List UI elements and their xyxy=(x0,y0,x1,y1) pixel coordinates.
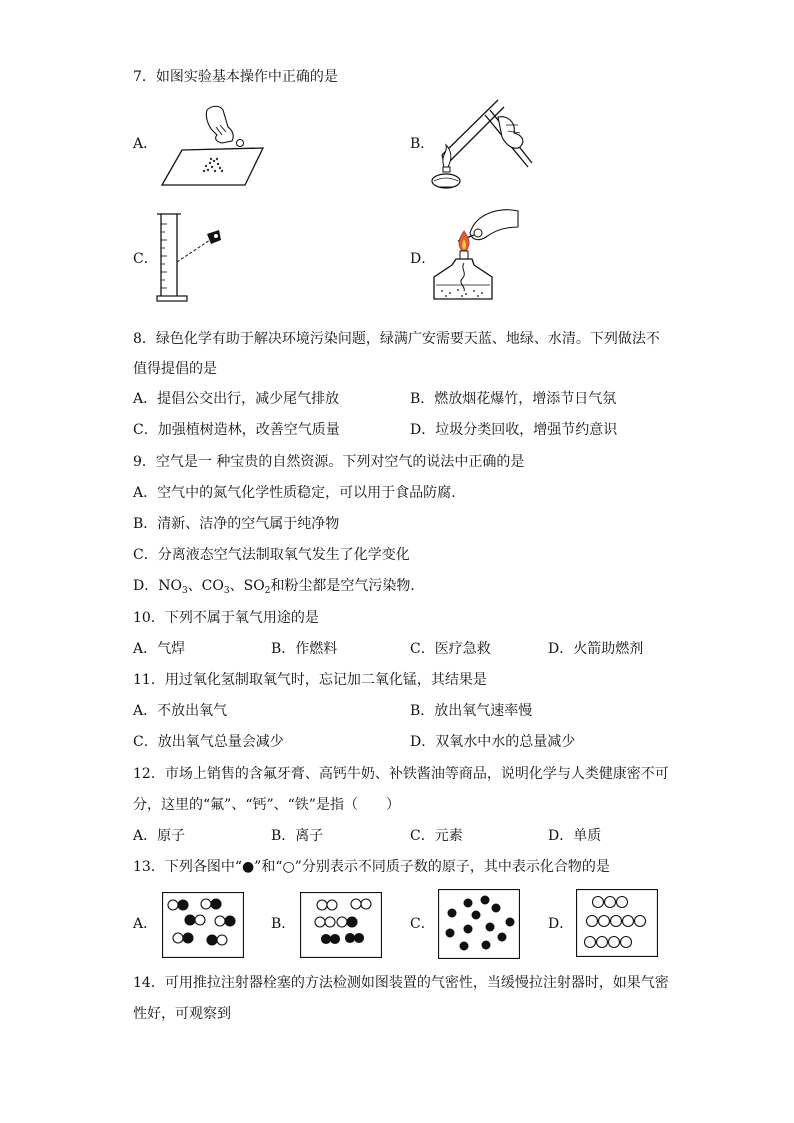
q8-option-a: A．提倡公交出行，减少尾气排放 xyxy=(133,391,340,407)
q14-stem-line2: 性好，可观察到 xyxy=(133,1006,231,1022)
q10-option-d: D．火箭助燃剂 xyxy=(548,641,644,657)
q9-option-d: D．$NO_3$、$CO_3$、$SO_2$和粉尘都是空气污染物. xyxy=(133,578,415,596)
q12-stem-line1: 12．市场上销售的含氟牙膏、高钙牛奶、补铁酱油等商品，说明化学与人类健康密不可 xyxy=(133,766,669,782)
q7-stem: 7．如图实验基本操作中正确的是 xyxy=(133,69,338,85)
q13-label-a: A． xyxy=(133,916,158,932)
q11-option-c: C．放出氧气总量会减少 xyxy=(133,734,284,750)
q9-stem: 9．空气是一 种宝贵的自然资源。下列对空气的说法中正确的是 xyxy=(133,454,525,470)
q9-option-c: C．分离液态空气法制取氧气发生了化学变化 xyxy=(133,547,410,563)
q12-option-c: C．元素 xyxy=(410,828,463,844)
q7-label-d: D． xyxy=(410,251,436,267)
q14-stem-line1: 14．可用推拉注射器栓塞的方法检测如图装置的气密性，当缓慢拉注射器时，如果气密 xyxy=(133,975,669,991)
q8-stem-line2: 值得提倡的是 xyxy=(133,361,217,377)
q12-option-d: D．单质 xyxy=(548,828,602,844)
particle-diagram-a xyxy=(162,892,244,958)
q11-option-b: B．放出氧气速率慢 xyxy=(410,703,533,719)
q13-stem: 13．下列各图中“●”和“○”分别表示不同质子数的原子，其中表示化合物的是 xyxy=(133,859,610,875)
q9-option-b: B．清新、洁净的空气属于纯净物 xyxy=(133,516,340,532)
alcohol-lamp-figure xyxy=(430,205,525,305)
q10-option-a: A．气焊 xyxy=(133,641,186,657)
q13-label-b: B． xyxy=(271,916,296,932)
q7-label-a: A． xyxy=(133,136,158,152)
graduated-cylinder-figure xyxy=(155,210,235,305)
q9-option-a: A．空气中的氮气化学性质稳定，可以用于食品防腐. xyxy=(133,485,456,501)
q8-option-d: D．垃圾分类回收，增强节约意识 xyxy=(410,422,618,438)
q7-label-b: B． xyxy=(410,136,435,152)
powder-on-paper-figure xyxy=(160,105,265,190)
q10-option-b: B．作燃料 xyxy=(271,641,338,657)
q11-stem: 11．用过氧化氢制取氧气时，忘记加二氧化锰，其结果是 xyxy=(133,672,487,688)
q10-option-c: C．医疗急救 xyxy=(410,641,491,657)
q12-stem-line2: 分，这里的“氟”、“钙”、“铁”是指（ ） xyxy=(133,797,400,813)
particle-diagram-d xyxy=(576,889,658,957)
q13-label-c: C． xyxy=(410,916,435,932)
q7-label-c: C． xyxy=(133,251,158,267)
particle-diagram-c xyxy=(438,889,520,959)
heating-test-tube-figure xyxy=(430,95,545,190)
q11-option-a: A．不放出氧气 xyxy=(133,703,228,719)
q13-label-d: D． xyxy=(548,916,574,932)
q12-option-a: A．原子 xyxy=(133,828,186,844)
q12-option-b: B．离子 xyxy=(271,828,324,844)
q8-option-b: B．燃放烟花爆竹，增添节日气氛 xyxy=(410,391,617,407)
q10-stem: 10．下列不属于氧气用途的是 xyxy=(133,610,319,626)
q11-option-d: D．双氧水中水的总量减少 xyxy=(410,734,576,750)
particle-diagram-b xyxy=(300,892,382,958)
q8-stem-line1: 8．绿色化学有助于解决环境污染问题，绿满广安需要天蓝、地绿、水清。下列做法不 xyxy=(133,331,660,347)
q8-option-c: C．加强植树造林，改善空气质量 xyxy=(133,422,340,438)
